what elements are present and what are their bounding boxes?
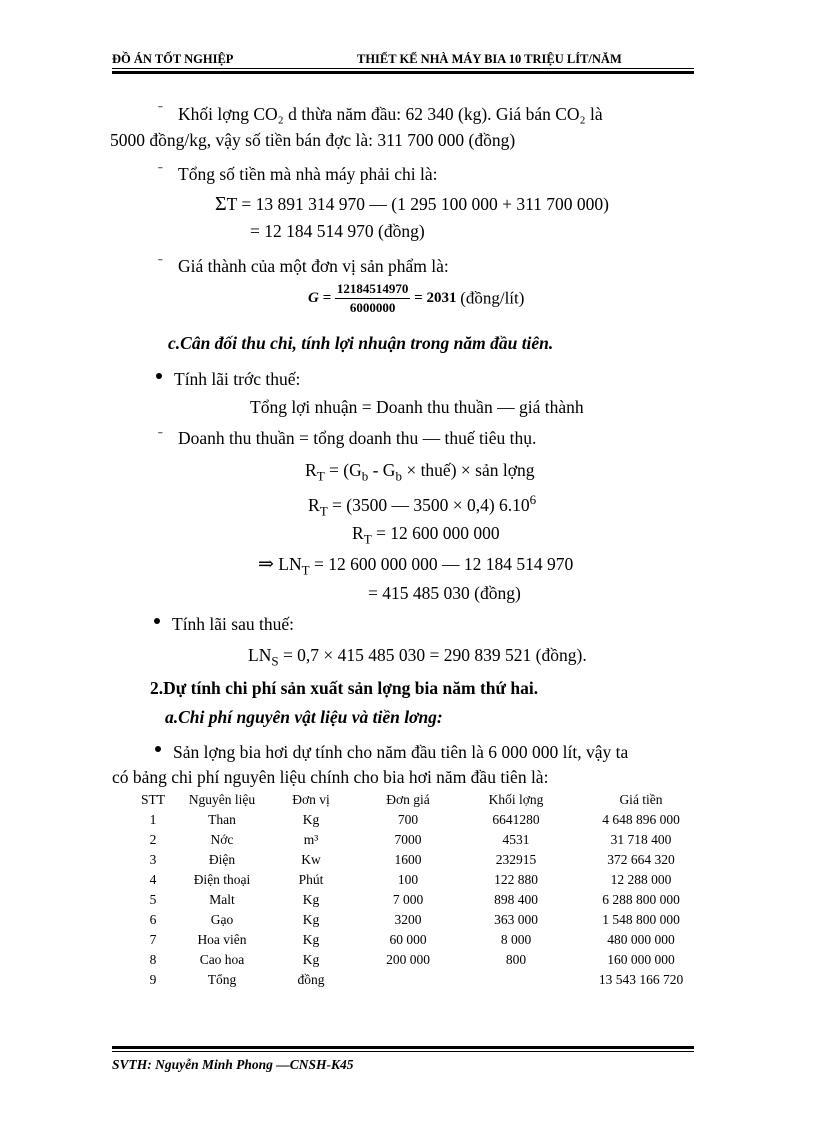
cell-total-price: 4 648 896 000 bbox=[602, 812, 680, 827]
cell-quantity: 363 000 bbox=[494, 912, 538, 927]
cell-material: Điện bbox=[208, 852, 236, 867]
sum-formula-line-1 bbox=[215, 193, 609, 216]
header-right-title: THIẾT KẾ NHÀ MÁY BIA 10 TRIỆU LÍT/NĂM bbox=[357, 52, 622, 66]
co2-line-2: 5000 đồng/kg, vậy số tiền bán đợc là: 311 700 000 (đồng) bbox=[110, 130, 516, 150]
cell-stt: 8 bbox=[149, 952, 157, 967]
g-lhs: G = bbox=[308, 290, 332, 306]
profit-formula: Tổng lợi nhuận = Doanh thu thuần — giá thành bbox=[250, 397, 584, 417]
rt-formula-2 bbox=[308, 492, 536, 519]
cell-unit-price: 7 000 bbox=[392, 892, 424, 907]
cell-unit-price: 7000 bbox=[394, 832, 422, 847]
cell-unit: Kg bbox=[302, 952, 320, 967]
cell-quantity: 898 400 bbox=[494, 892, 538, 907]
cell-material: Than bbox=[208, 812, 236, 827]
cell-stt: 1 bbox=[149, 812, 157, 827]
ln-result: = 415 485 030 (đồng) bbox=[368, 583, 521, 603]
unit-cost-label: Giá thành của một đơn vị sản phẩm là: bbox=[178, 256, 449, 276]
col-header-unit: Đơn vị bbox=[292, 792, 330, 807]
footer-author: SVTH: Nguyễn Minh Phong —CNSH-K45 bbox=[112, 1057, 354, 1072]
cell-unit-price: 3200 bbox=[394, 912, 422, 927]
rt-eq2-exponent: 6 bbox=[529, 492, 537, 507]
rt-formula-1 bbox=[305, 460, 534, 485]
total-spend-label: Tổng số tiền mà nhà máy phải chi là: bbox=[178, 164, 438, 184]
col-header-total-price: Giá tiền bbox=[619, 792, 663, 807]
g-denominator: 6000000 bbox=[349, 300, 396, 315]
footer-rule-thin bbox=[112, 1051, 694, 1052]
g-fraction bbox=[335, 281, 411, 316]
bullet-marker bbox=[154, 618, 160, 624]
lns-label: LN bbox=[248, 645, 272, 665]
g-numerator: 12184514970 bbox=[335, 281, 411, 299]
cell-material: Nớc bbox=[210, 832, 234, 847]
cell-total-price: 12 288 000 bbox=[610, 872, 672, 887]
raw-material-cost-table bbox=[128, 790, 710, 990]
table-header-row bbox=[128, 790, 710, 810]
unit-cost-formula bbox=[308, 281, 524, 316]
col-header-quantity: Khối lợng bbox=[488, 792, 544, 807]
cell-quantity: 4531 bbox=[502, 832, 530, 847]
cell-unit-price: 700 bbox=[397, 812, 419, 827]
cell-material: Malt bbox=[209, 892, 235, 907]
cell-material: Gạo bbox=[210, 912, 234, 927]
dash-marker: ˉ bbox=[158, 165, 163, 180]
cell-quantity: 800 bbox=[505, 952, 527, 967]
rt-r: R bbox=[305, 460, 317, 480]
section-2-heading: 2.Dự tính chi phí sản xuất sản lợng bia năm thứ hai. bbox=[150, 678, 539, 698]
lns-formula bbox=[248, 645, 587, 670]
cell-material: Điện thoại bbox=[193, 872, 251, 887]
rt-eq3: = 12 600 000 000 bbox=[371, 523, 500, 543]
cell-stt: 7 bbox=[149, 932, 157, 947]
rt-sub: T bbox=[319, 503, 328, 519]
cell-stt: 5 bbox=[149, 892, 157, 907]
cell-unit: Kg bbox=[302, 912, 320, 927]
pre-tax-label: Tính lãi trớc thuế: bbox=[174, 369, 301, 389]
table-row-total bbox=[128, 970, 710, 990]
header-rule-thick bbox=[112, 71, 694, 74]
lns-sub: S bbox=[271, 653, 279, 669]
col-header-stt: STT bbox=[140, 792, 165, 807]
cell-unit: Kg bbox=[302, 932, 320, 947]
rt-r: R bbox=[308, 494, 320, 515]
table-row bbox=[128, 850, 710, 870]
cell-quantity: 232915 bbox=[495, 852, 537, 867]
header-left-title: ĐỒ ÁN TỐT NGHIỆP bbox=[112, 52, 234, 66]
ln-formula bbox=[258, 553, 573, 579]
cell-stt: 6 bbox=[149, 912, 157, 927]
g-unit: (đồng/lít) bbox=[460, 288, 525, 308]
bullet-marker bbox=[155, 746, 161, 752]
table-row bbox=[128, 810, 710, 830]
section-a-heading: a.Chi phí nguyên vật liệu và tiền lơng: bbox=[165, 707, 443, 727]
cell-unit: Phút bbox=[298, 872, 324, 887]
cell-total-price: 13 543 166 720 bbox=[598, 972, 684, 987]
dash-marker: ˉ bbox=[158, 104, 163, 119]
cell-stt: 4 bbox=[149, 872, 157, 887]
output-line-2: có bảng chi phí nguyên liệu chính cho bia hơi năm đầu tiên là: bbox=[112, 767, 549, 787]
cell-total-price: 480 000 000 bbox=[607, 932, 675, 947]
sum-formula-line-2: = 12 184 514 970 (đồng) bbox=[250, 221, 425, 241]
cell-unit-price: 60 000 bbox=[389, 932, 427, 947]
table-row bbox=[128, 890, 710, 910]
dash-marker: ˉ bbox=[158, 430, 163, 445]
g-rhs: = 2031 bbox=[414, 290, 457, 306]
cell-quantity bbox=[460, 970, 572, 990]
col-header-unit-price: Đơn giá bbox=[386, 792, 430, 807]
cell-total-price: 372 664 320 bbox=[607, 852, 675, 867]
header-rule-thin bbox=[112, 68, 694, 69]
table-row bbox=[128, 830, 710, 850]
rt-eq1-end: × thuế) × sản lợng bbox=[401, 460, 535, 480]
footer-rule-thick bbox=[112, 1046, 694, 1049]
post-tax-label: Tính lãi sau thuế: bbox=[172, 614, 294, 634]
cell-material: Hoa viên bbox=[197, 932, 247, 947]
rt-sub: T bbox=[316, 468, 325, 484]
cell-material: Tổng bbox=[207, 972, 237, 987]
cell-unit-price: 200 000 bbox=[386, 952, 430, 967]
ln-label: LN bbox=[273, 554, 302, 574]
lns-eq: = 0,7 × 415 485 030 = 290 839 521 (đồng). bbox=[278, 645, 587, 665]
cell-unit: đồng bbox=[297, 972, 325, 987]
cell-stt: 2 bbox=[149, 832, 157, 847]
dash-marker: ˉ bbox=[158, 257, 163, 272]
col-header-material: Nguyên liệu bbox=[188, 792, 256, 807]
cell-total-price: 1 548 800 000 bbox=[602, 912, 680, 927]
cell-unit: m³ bbox=[303, 832, 319, 847]
rt-r: R bbox=[352, 523, 364, 543]
table-row bbox=[128, 950, 710, 970]
table-row bbox=[128, 930, 710, 950]
cell-total-price: 31 718 400 bbox=[610, 832, 672, 847]
rt-eq1-mid: - G bbox=[368, 460, 396, 480]
cell-unit-price: 1600 bbox=[394, 852, 422, 867]
output-line-1: Sản lợng bia hơi dự tính cho năm đầu tiên là 6 000 000 lít, vậy ta bbox=[173, 742, 629, 762]
cell-unit: Kg bbox=[302, 812, 320, 827]
cell-total-price: 160 000 000 bbox=[607, 952, 675, 967]
cell-material: Cao hoa bbox=[199, 952, 245, 967]
ln-sub: T bbox=[301, 562, 310, 578]
cell-unit-price bbox=[356, 970, 460, 990]
sum-expression: T = 13 891 314 970 — (1 295 100 000 + 311 700 000) bbox=[226, 194, 610, 214]
rt-eq1-open: = (G bbox=[324, 460, 362, 480]
cell-stt: 9 bbox=[149, 972, 157, 987]
gb-sub: b bbox=[395, 468, 402, 484]
cell-unit: Kg bbox=[302, 892, 320, 907]
cell-quantity: 8 000 bbox=[500, 932, 532, 947]
rt-eq2: = (3500 — 3500 × 0,4) 6.10 bbox=[327, 494, 530, 515]
cell-quantity: 122 880 bbox=[494, 872, 538, 887]
gb-sub: b bbox=[361, 468, 369, 484]
cell-quantity: 6641280 bbox=[492, 812, 540, 827]
rt-sub: T bbox=[363, 531, 372, 547]
cell-unit: Kw bbox=[301, 852, 321, 867]
section-c-heading: c.Cân đối thu chi, tính lợi nhuận trong năm đầu tiên. bbox=[168, 333, 554, 353]
table-row bbox=[128, 870, 710, 890]
cell-total-price: 6 288 800 000 bbox=[602, 892, 680, 907]
cell-unit-price: 100 bbox=[397, 872, 419, 887]
ln-eq: = 12 600 000 000 — 12 184 514 970 bbox=[309, 554, 574, 574]
sigma-symbol: Σ bbox=[215, 193, 227, 215]
co2-line-1: Khối lợng CO₂ d thừa năm đầu: 62 340 (kg). Giá bán CO₂ là bbox=[178, 104, 603, 124]
rt-formula-3 bbox=[352, 523, 500, 548]
cell-stt: 3 bbox=[149, 852, 157, 867]
bullet-marker bbox=[156, 373, 162, 379]
table-row bbox=[128, 910, 710, 930]
implies-arrow-icon: ⇒ bbox=[258, 554, 274, 575]
net-revenue-label: Doanh thu thuần = tổng doanh thu — thuế tiêu thụ. bbox=[178, 428, 537, 448]
